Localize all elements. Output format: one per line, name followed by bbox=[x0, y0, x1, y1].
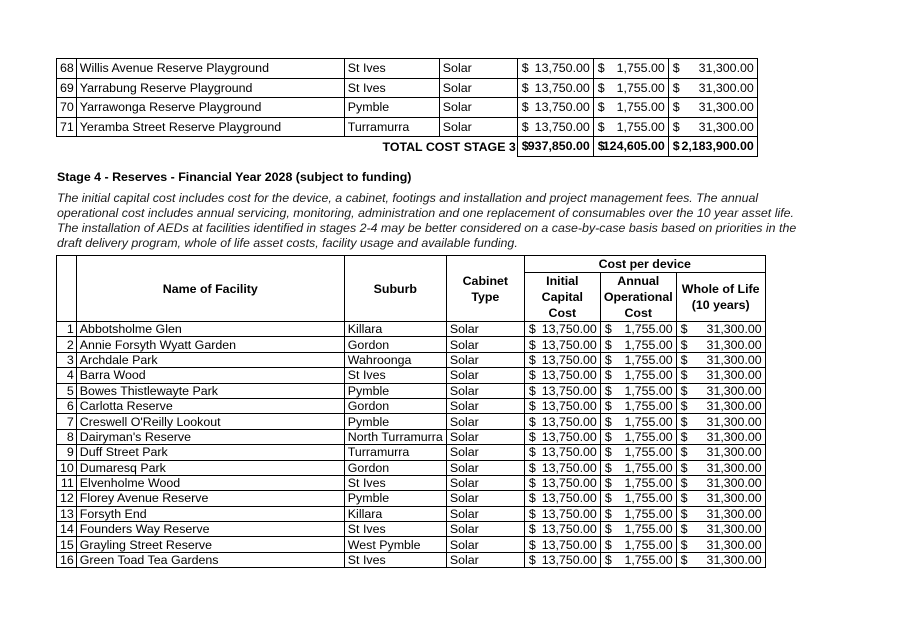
currency-symbol: $ bbox=[672, 61, 680, 76]
row-number: 13 bbox=[57, 506, 77, 521]
currency-symbol: $ bbox=[528, 445, 536, 460]
total-label: TOTAL COST STAGE 3 bbox=[382, 139, 516, 154]
initial-capital-cost bbox=[524, 352, 600, 367]
stage4-description: The initial capital cost includes cost for the device, a cabinet, footings and installation and project management fees. The annual operational cost includes annual servicing, monitoring, administration and one replacement of consumables over the 10 year asset life. The installation of AEDs at facilities identified in stages 2-4 may be better considered on a case-by-case basis based on priorities in the draft delivery program, whole of life asset costs, facility usage and available funding. bbox=[57, 191, 797, 250]
currency-symbol: $ bbox=[528, 368, 536, 383]
currency-symbol: $ bbox=[604, 414, 612, 429]
whole-of-life-cost bbox=[668, 59, 757, 79]
currency-symbol: $ bbox=[597, 119, 605, 134]
row-number: 68 bbox=[57, 59, 77, 79]
amount: 1,755.00 bbox=[616, 61, 665, 76]
amount: 13,750.00 bbox=[541, 352, 597, 367]
facility-name: Founders Way Reserve bbox=[76, 522, 344, 537]
annual-operational-cost bbox=[600, 368, 676, 383]
table-row bbox=[57, 337, 766, 352]
annual-operational-cost bbox=[593, 78, 668, 98]
facility-name: Elvenholme Wood bbox=[76, 475, 344, 490]
currency-symbol: $ bbox=[528, 414, 536, 429]
facility-name: Willis Avenue Reserve Playground bbox=[76, 59, 344, 79]
amount: 13,750.00 bbox=[534, 61, 590, 76]
initial-capital-cost bbox=[517, 78, 593, 98]
amount: 13,750.00 bbox=[541, 506, 597, 521]
table-row bbox=[57, 537, 766, 552]
initial-capital-cost bbox=[524, 537, 600, 552]
amount: 31,300.00 bbox=[706, 491, 762, 506]
currency-symbol: $ bbox=[597, 80, 605, 95]
whole-of-life-cost bbox=[676, 460, 765, 475]
annual-operational-cost bbox=[600, 352, 676, 367]
suburb: Wahroonga bbox=[344, 352, 446, 367]
amount: 13,750.00 bbox=[541, 414, 597, 429]
row-number: 6 bbox=[57, 398, 77, 413]
suburb: St Ives bbox=[344, 78, 439, 98]
row-number: 7 bbox=[57, 414, 77, 429]
row-number: 8 bbox=[57, 429, 77, 444]
suburb: St Ives bbox=[344, 59, 439, 79]
initial-capital-cost bbox=[524, 322, 600, 337]
header-name: Name of Facility bbox=[76, 256, 344, 322]
amount: 31,300.00 bbox=[706, 368, 762, 383]
cabinet-type: Solar bbox=[446, 537, 524, 552]
amount: 1,755.00 bbox=[624, 368, 673, 383]
amount: 1,755.00 bbox=[624, 322, 673, 337]
amount: 1,755.00 bbox=[624, 352, 673, 367]
suburb: Pymble bbox=[344, 491, 446, 506]
currency-symbol: $ bbox=[528, 491, 536, 506]
currency-symbol: $ bbox=[528, 476, 536, 491]
suburb: Turramurra bbox=[344, 117, 439, 137]
currency-symbol: $ bbox=[604, 337, 612, 352]
amount: 1,755.00 bbox=[624, 522, 673, 537]
initial-capital-cost bbox=[524, 445, 600, 460]
amount: 31,300.00 bbox=[706, 553, 762, 568]
whole-of-life-cost bbox=[676, 537, 765, 552]
header-cost-group: Cost per device bbox=[524, 256, 765, 273]
amount: 1,755.00 bbox=[624, 553, 673, 568]
currency-symbol: $ bbox=[680, 522, 688, 537]
header-suburb: Suburb bbox=[344, 256, 446, 322]
amount: 13,750.00 bbox=[541, 429, 597, 444]
amount: 31,300.00 bbox=[706, 383, 762, 398]
cabinet-type: Solar bbox=[439, 98, 517, 118]
initial-capital-cost bbox=[524, 337, 600, 352]
annual-operational-cost bbox=[600, 429, 676, 444]
currency-symbol: $ bbox=[597, 61, 605, 76]
facility-name: Duff Street Park bbox=[76, 445, 344, 460]
stage3-table-continued bbox=[56, 58, 758, 157]
suburb: Gordon bbox=[344, 460, 446, 475]
facility-name: Yarrabung Reserve Playground bbox=[76, 78, 344, 98]
currency-symbol: $ bbox=[528, 522, 536, 537]
header-row-1 bbox=[57, 256, 766, 273]
currency-symbol: $ bbox=[604, 522, 612, 537]
table-row bbox=[57, 429, 766, 444]
currency-symbol: $ bbox=[680, 368, 688, 383]
header-number bbox=[57, 256, 77, 322]
amount: 1,755.00 bbox=[624, 445, 673, 460]
header-capital: Initial Capital Cost bbox=[524, 273, 600, 322]
table-row bbox=[57, 78, 758, 98]
table-row bbox=[57, 59, 758, 79]
currency-symbol: $ bbox=[528, 399, 536, 414]
whole-of-life-cost bbox=[676, 552, 765, 567]
total-capital: $ 937,850.00 bbox=[517, 137, 593, 157]
facility-name: Grayling Street Reserve bbox=[76, 537, 344, 552]
annual-operational-cost bbox=[600, 337, 676, 352]
amount: 31,300.00 bbox=[706, 537, 762, 552]
currency-symbol: $ bbox=[604, 476, 612, 491]
currency-symbol: $ bbox=[604, 506, 612, 521]
row-number: 14 bbox=[57, 522, 77, 537]
currency-symbol: $ bbox=[680, 322, 688, 337]
row-number: 9 bbox=[57, 445, 77, 460]
cabinet-type: Solar bbox=[446, 398, 524, 413]
amount: 1,755.00 bbox=[616, 100, 665, 115]
amount: 13,750.00 bbox=[541, 399, 597, 414]
amount: 1,755.00 bbox=[624, 399, 673, 414]
initial-capital-cost bbox=[524, 460, 600, 475]
suburb: North Turramurra bbox=[344, 429, 446, 444]
row-number: 70 bbox=[57, 98, 77, 118]
whole-of-life-cost bbox=[676, 322, 765, 337]
table-row bbox=[57, 522, 766, 537]
suburb: Turramurra bbox=[344, 445, 446, 460]
facility-name: Barra Wood bbox=[76, 368, 344, 383]
currency-symbol: $ bbox=[680, 429, 688, 444]
amount: 13,750.00 bbox=[541, 368, 597, 383]
cabinet-type: Solar bbox=[446, 491, 524, 506]
facility-name: Florey Avenue Reserve bbox=[76, 491, 344, 506]
facility-name: Carlotta Reserve bbox=[76, 398, 344, 413]
cabinet-type: Solar bbox=[446, 383, 524, 398]
suburb: Pymble bbox=[344, 414, 446, 429]
facility-name: Green Toad Tea Gardens bbox=[76, 552, 344, 567]
whole-of-life-cost bbox=[676, 445, 765, 460]
currency-symbol: $ bbox=[680, 414, 688, 429]
amount: 13,750.00 bbox=[534, 100, 590, 115]
suburb: St Ives bbox=[344, 552, 446, 567]
initial-capital-cost bbox=[517, 98, 593, 118]
row-number: 16 bbox=[57, 552, 77, 567]
annual-operational-cost bbox=[600, 414, 676, 429]
whole-of-life-cost bbox=[676, 368, 765, 383]
currency-symbol: $ bbox=[521, 80, 529, 95]
cabinet-type: Solar bbox=[439, 59, 517, 79]
whole-of-life-cost bbox=[668, 98, 757, 118]
currency-symbol: $ bbox=[604, 537, 612, 552]
stage4-heading: Stage 4 - Reserves - Financial Year 2028 (subject to funding) bbox=[57, 170, 412, 184]
suburb: Killara bbox=[344, 322, 446, 337]
amount: 1,755.00 bbox=[624, 476, 673, 491]
currency-symbol: $ bbox=[680, 352, 688, 367]
currency-symbol: $ bbox=[528, 506, 536, 521]
facility-name: Bowes Thistlewayte Park bbox=[76, 383, 344, 398]
annual-operational-cost bbox=[600, 445, 676, 460]
table-row bbox=[57, 352, 766, 367]
amount: 13,750.00 bbox=[541, 491, 597, 506]
amount: 13,750.00 bbox=[541, 522, 597, 537]
table-row bbox=[57, 398, 766, 413]
amount: 31,300.00 bbox=[706, 337, 762, 352]
annual-operational-cost bbox=[600, 398, 676, 413]
total-whole-life: $ 2,183,900.00 bbox=[668, 137, 757, 157]
header-operational: Annual Operational Cost bbox=[600, 273, 676, 322]
table-row bbox=[57, 475, 766, 490]
table-row bbox=[57, 98, 758, 118]
initial-capital-cost bbox=[524, 475, 600, 490]
currency-symbol: $ bbox=[680, 460, 688, 475]
currency-symbol: $ bbox=[604, 445, 612, 460]
amount: 31,300.00 bbox=[706, 322, 762, 337]
amount: 13,750.00 bbox=[541, 460, 597, 475]
currency-symbol: $ bbox=[672, 100, 680, 115]
cabinet-type: Solar bbox=[446, 460, 524, 475]
amount: 1,755.00 bbox=[624, 414, 673, 429]
annual-operational-cost bbox=[600, 460, 676, 475]
facility-name: Forsyth End bbox=[76, 506, 344, 521]
cabinet-type: Solar bbox=[446, 552, 524, 567]
currency-symbol: $ bbox=[672, 119, 680, 134]
initial-capital-cost bbox=[524, 429, 600, 444]
stage4-table bbox=[56, 255, 766, 568]
currency-symbol: $ bbox=[604, 553, 612, 568]
currency-symbol: $ bbox=[528, 322, 536, 337]
currency-symbol: $ bbox=[672, 80, 680, 95]
table-row bbox=[57, 414, 766, 429]
facility-name: Annie Forsyth Wyatt Garden bbox=[76, 337, 344, 352]
amount: 13,750.00 bbox=[541, 476, 597, 491]
annual-operational-cost bbox=[600, 537, 676, 552]
whole-of-life-cost bbox=[676, 429, 765, 444]
currency-symbol: $ bbox=[680, 399, 688, 414]
suburb: St Ives bbox=[344, 522, 446, 537]
annual-operational-cost bbox=[593, 98, 668, 118]
annual-operational-cost bbox=[600, 475, 676, 490]
currency-symbol: $ bbox=[521, 61, 529, 76]
row-number: 69 bbox=[57, 78, 77, 98]
facility-name: Dumaresq Park bbox=[76, 460, 344, 475]
currency-symbol: $ bbox=[680, 445, 688, 460]
initial-capital-cost bbox=[524, 414, 600, 429]
suburb: Gordon bbox=[344, 337, 446, 352]
initial-capital-cost bbox=[517, 117, 593, 137]
whole-of-life-cost bbox=[676, 522, 765, 537]
row-number: 1 bbox=[57, 322, 77, 337]
cabinet-type: Solar bbox=[446, 522, 524, 537]
stage3-total-row bbox=[57, 137, 758, 157]
row-number: 12 bbox=[57, 491, 77, 506]
currency-symbol: $ bbox=[521, 100, 529, 115]
whole-of-life-cost bbox=[676, 337, 765, 352]
cabinet-type: Solar bbox=[439, 117, 517, 137]
initial-capital-cost bbox=[524, 506, 600, 521]
currency-symbol: $ bbox=[604, 460, 612, 475]
currency-symbol: $ bbox=[604, 399, 612, 414]
whole-of-life-cost bbox=[676, 506, 765, 521]
amount: 1,755.00 bbox=[616, 119, 665, 134]
cabinet-type: Solar bbox=[446, 414, 524, 429]
amount: 31,300.00 bbox=[706, 460, 762, 475]
suburb: Pymble bbox=[344, 98, 439, 118]
facility-name: Yeramba Street Reserve Playground bbox=[76, 117, 344, 137]
whole-of-life-cost bbox=[676, 475, 765, 490]
table-row bbox=[57, 552, 766, 567]
cabinet-type: Solar bbox=[446, 506, 524, 521]
initial-capital-cost bbox=[524, 383, 600, 398]
annual-operational-cost bbox=[593, 59, 668, 79]
amount: 1,755.00 bbox=[624, 537, 673, 552]
annual-operational-cost bbox=[593, 117, 668, 137]
suburb: St Ives bbox=[344, 368, 446, 383]
initial-capital-cost bbox=[524, 522, 600, 537]
table-row bbox=[57, 445, 766, 460]
whole-of-life-cost bbox=[668, 78, 757, 98]
currency-symbol: $ bbox=[604, 429, 612, 444]
amount: 1,755.00 bbox=[624, 460, 673, 475]
currency-symbol: $ bbox=[680, 337, 688, 352]
table-row bbox=[57, 491, 766, 506]
table-row bbox=[57, 117, 758, 137]
amount: 31,300.00 bbox=[706, 506, 762, 521]
currency-symbol: $ bbox=[528, 337, 536, 352]
whole-of-life-cost bbox=[676, 414, 765, 429]
suburb: Gordon bbox=[344, 398, 446, 413]
currency-symbol: $ bbox=[680, 553, 688, 568]
table-row bbox=[57, 460, 766, 475]
table-row bbox=[57, 368, 766, 383]
amount: 31,300.00 bbox=[698, 100, 754, 115]
annual-operational-cost bbox=[600, 552, 676, 567]
whole-of-life-cost bbox=[676, 352, 765, 367]
header-cabinet: Cabinet Type bbox=[446, 256, 524, 322]
amount: 31,300.00 bbox=[706, 414, 762, 429]
amount: 13,750.00 bbox=[541, 445, 597, 460]
currency-symbol: $ bbox=[680, 537, 688, 552]
amount: 13,750.00 bbox=[534, 80, 590, 95]
row-number: 15 bbox=[57, 537, 77, 552]
table-row bbox=[57, 383, 766, 398]
facility-name: Creswell O'Reilly Lookout bbox=[76, 414, 344, 429]
row-number: 3 bbox=[57, 352, 77, 367]
amount: 31,300.00 bbox=[698, 80, 754, 95]
currency-symbol: $ bbox=[604, 491, 612, 506]
row-number: 10 bbox=[57, 460, 77, 475]
total-operational: $ 124,605.00 bbox=[593, 137, 668, 157]
annual-operational-cost bbox=[600, 506, 676, 521]
cabinet-type: Solar bbox=[446, 352, 524, 367]
row-number: 11 bbox=[57, 475, 77, 490]
facility-name: Archdale Park bbox=[76, 352, 344, 367]
cabinet-type: Solar bbox=[446, 475, 524, 490]
currency-symbol: $ bbox=[604, 322, 612, 337]
currency-symbol: $ bbox=[604, 383, 612, 398]
currency-symbol: $ bbox=[680, 506, 688, 521]
amount: 13,750.00 bbox=[541, 383, 597, 398]
initial-capital-cost bbox=[524, 398, 600, 413]
facility-name: Dairyman's Reserve bbox=[76, 429, 344, 444]
whole-of-life-cost bbox=[676, 491, 765, 506]
row-number: 2 bbox=[57, 337, 77, 352]
whole-of-life-cost bbox=[676, 383, 765, 398]
currency-symbol: $ bbox=[528, 460, 536, 475]
amount: 13,750.00 bbox=[541, 337, 597, 352]
amount: 13,750.00 bbox=[541, 537, 597, 552]
table-row bbox=[57, 506, 766, 521]
facility-name: Abbotsholme Glen bbox=[76, 322, 344, 337]
amount: 31,300.00 bbox=[706, 445, 762, 460]
amount: 13,750.00 bbox=[541, 553, 597, 568]
annual-operational-cost bbox=[600, 491, 676, 506]
amount: 31,300.00 bbox=[706, 476, 762, 491]
currency-symbol: $ bbox=[604, 368, 612, 383]
whole-of-life-cost bbox=[668, 117, 757, 137]
amount: 31,300.00 bbox=[706, 352, 762, 367]
header-whole-life: Whole of Life (10 years) bbox=[676, 273, 765, 322]
cabinet-type: Solar bbox=[446, 429, 524, 444]
amount: 1,755.00 bbox=[624, 429, 673, 444]
suburb: Pymble bbox=[344, 383, 446, 398]
cabinet-type: Solar bbox=[446, 368, 524, 383]
currency-symbol: $ bbox=[680, 476, 688, 491]
suburb: Killara bbox=[344, 506, 446, 521]
currency-symbol: $ bbox=[597, 100, 605, 115]
currency-symbol: $ bbox=[528, 537, 536, 552]
currency-symbol: $ bbox=[528, 429, 536, 444]
currency-symbol: $ bbox=[680, 491, 688, 506]
amount: 1,755.00 bbox=[624, 383, 673, 398]
row-number: 71 bbox=[57, 117, 77, 137]
amount: 31,300.00 bbox=[706, 399, 762, 414]
whole-of-life-cost bbox=[676, 398, 765, 413]
currency-symbol: $ bbox=[521, 119, 529, 134]
cabinet-type: Solar bbox=[446, 445, 524, 460]
initial-capital-cost bbox=[524, 491, 600, 506]
annual-operational-cost bbox=[600, 383, 676, 398]
currency-symbol: $ bbox=[528, 352, 536, 367]
annual-operational-cost bbox=[600, 322, 676, 337]
row-number: 4 bbox=[57, 368, 77, 383]
amount: 31,300.00 bbox=[706, 522, 762, 537]
cabinet-type: Solar bbox=[439, 78, 517, 98]
suburb: St Ives bbox=[344, 475, 446, 490]
amount: 31,300.00 bbox=[698, 119, 754, 134]
row-number: 5 bbox=[57, 383, 77, 398]
amount: 13,750.00 bbox=[541, 322, 597, 337]
initial-capital-cost bbox=[524, 368, 600, 383]
amount: 13,750.00 bbox=[534, 119, 590, 134]
amount: 31,300.00 bbox=[698, 61, 754, 76]
currency-symbol: $ bbox=[528, 553, 536, 568]
amount: 31,300.00 bbox=[706, 429, 762, 444]
amount: 1,755.00 bbox=[624, 506, 673, 521]
currency-symbol: $ bbox=[528, 383, 536, 398]
amount: 1,755.00 bbox=[616, 80, 665, 95]
cabinet-type: Solar bbox=[446, 337, 524, 352]
facility-name: Yarrawonga Reserve Playground bbox=[76, 98, 344, 118]
table-row bbox=[57, 322, 766, 337]
amount: 1,755.00 bbox=[624, 337, 673, 352]
cabinet-type: Solar bbox=[446, 322, 524, 337]
currency-symbol: $ bbox=[604, 352, 612, 367]
currency-symbol: $ bbox=[680, 383, 688, 398]
annual-operational-cost bbox=[600, 522, 676, 537]
suburb: West Pymble bbox=[344, 537, 446, 552]
initial-capital-cost bbox=[517, 59, 593, 79]
initial-capital-cost bbox=[524, 552, 600, 567]
amount: 1,755.00 bbox=[624, 491, 673, 506]
